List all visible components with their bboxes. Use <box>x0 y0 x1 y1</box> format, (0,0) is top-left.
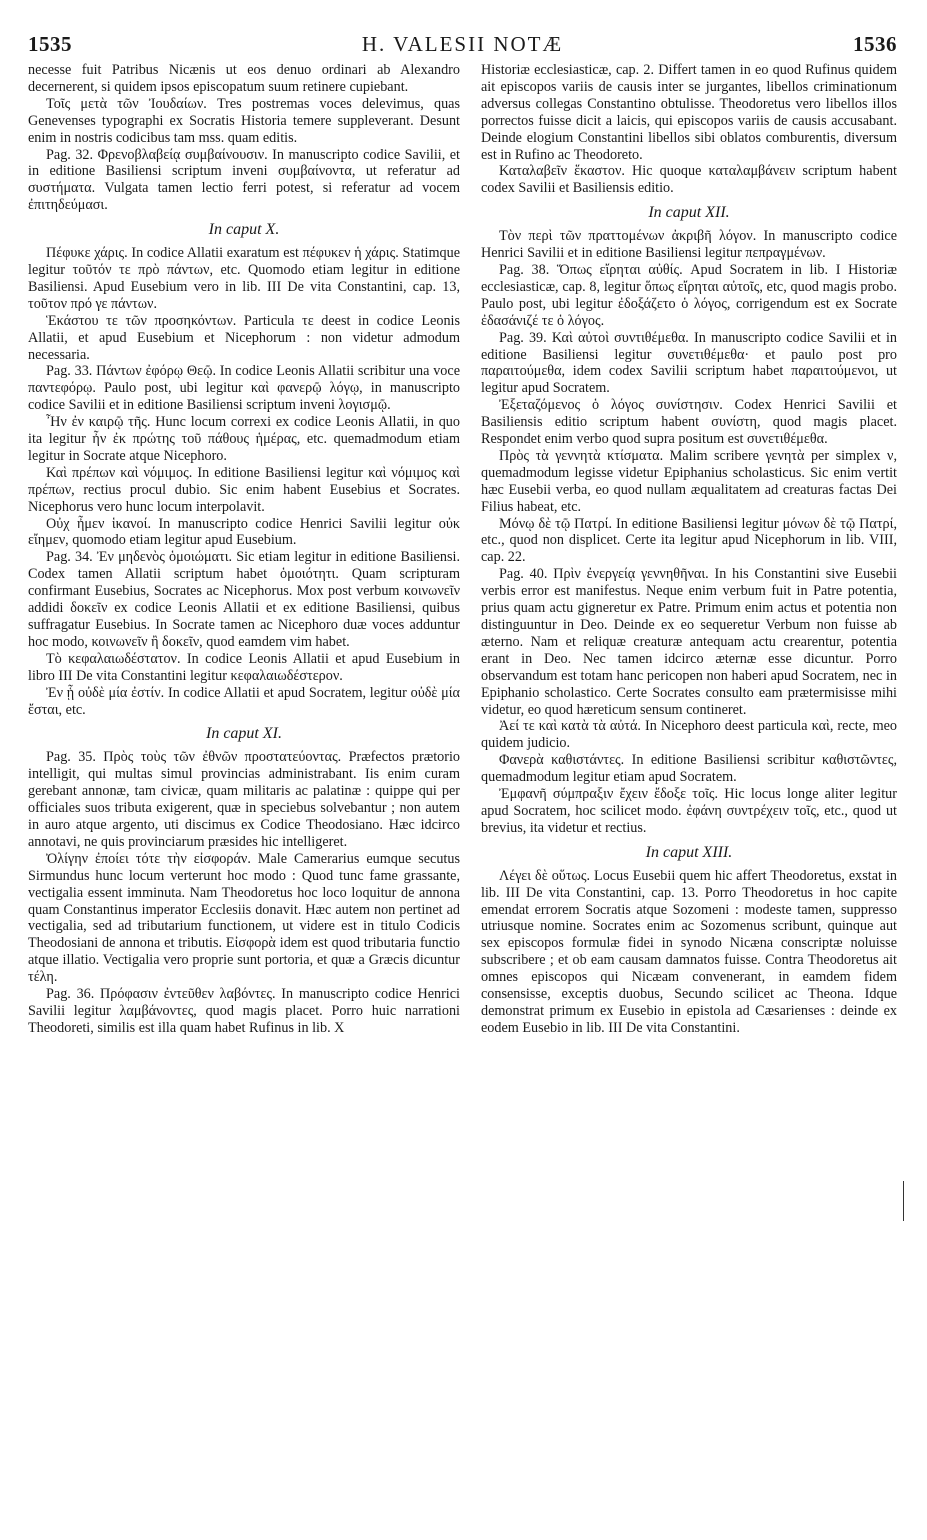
paragraph: Πρὸς τὰ γεννητὰ κτίσματα. Malim scribere γενητὰ per simplex ν, quemadmodum legisse videtur Epiphanius scholasticus. Sic enim vertit hæc Eusebii verba, eo quod nullam æqualitatem ad creaturas factas Dei Filius habeat, etc. <box>481 447 897 515</box>
paragraph: Ὀλίγην ἐποίει τότε τὴν εἰσφοράν. Male Camerarius eumque secutus Sirmundus hunc locum verterunt hoc modo : Quod tunc fame grassante, vectigalia essent imminuta. Nam Theodoretus hoc loco loquitur de annona quam Constantinus imperator Ecclesiis donavit. Hæc autem non pertinet ad vectigalia, sed ad tributarium functionem, ut videre est in titulo Codicis Theodosiani de annona et tributis. Εἰσφορὰ idem est quod tributaria functio atque illatio. Vectigalia vero proprie sunt portoria, et quæ a Græcis dicuntur τέλη. <box>28 850 460 986</box>
paragraph: Pag. 38. Ὅπως εἴρηται αὐθίς. Apud Socratem in lib. I Historiæ ecclesiasticæ, cap. 8, legitur ὅπως εἴρηται αὐτοῖς, etc, quod magis probo. Paulo post, ubi legitur ἐδοξάζετο ὁ λόγος, corrigendum est ex Socrate ἐδασάνιζέ τε ὁ λόγος. <box>481 261 897 329</box>
paragraph: Pag. 40. Πρὶν ἐνεργείᾳ γεννηθῆναι. In his Constantini sive Eusebii verbis error est manifestus. Neque enim verbum fuit in Patre potentia, prius quam actu gigneretur ex Patre. Primum enim actus et potentia non distinguuntur in Deo. Deinde ex eo sequeretur Verbum non fuisse ab æterno. Nam et reliquæ creaturæ antequam actu crearentur, potentia erant in Deo. Nec tamen idcirco æternæ esse dicuntur. Porro observandum est totam hanc pericopen non haberi apud Socratem, nec in Epiphanio scholastico. Certe Socrates consulto eam prætermisisse mihi videtur, eo quod hæreticum sensum contineret. <box>481 566 897 718</box>
paragraph: Πέφυκε χάρις. In codice Allatii exaratum est πέφυκεν ἡ χάρις. Statimque legitur τοῦτόν τε πρὸ πάντων, etc. Quomodo etiam legitur in editione Basiliensi. Apud Eusebium vero in lib. III De vita Constantini, cap. 13, τοῦτον πρό γε πάντων. <box>28 245 460 312</box>
paragraph: Pag. 35. Πρὸς τοὺς τῶν ἐθνῶν προστατεύοντας. Præfectos prætorio intelligit, qui multas simul provincias administrabant. Iis enim curam gerebant annonæ, tam civicæ, quam militaris ac palatinæ : quippe qui per officiales suos tributa exigerent, quæ in speciebus solvebantur ; non autem in auro atque argento, uti discimus ex Codice Theodosiano. Hæc idcirco annotavi, ne quis provinciarum præsides hic intelligeret. <box>28 749 460 850</box>
paragraph: Pag. 39. Καὶ αὐτοὶ συντιθέμεθα. In manuscripto codice Savilii et in editione Basiliensi legitur συνετιθέμεθα· et paulo post pro παραιτούμεθα, idem codex Savilii scriptum habet παραιτούμενοι, ut legitur apud Socratem. <box>481 329 897 397</box>
paragraph: Καὶ πρέπων καὶ νόμιμος. In editione Basiliensi legitur καὶ νόμιμος καὶ πρέπων, rectius procul dubio. Sic enim habent Eusebius et Socrates. Nicephorus vero hunc locum interpolavit. <box>28 464 460 515</box>
paragraph: Καταλαβεῖν ἕκαστον. Hic quoque καταλαμβάνειν scriptum habent codex Savilii et Basiliensis editio. <box>481 163 897 197</box>
paragraph: Ἀεί τε καὶ κατὰ τὰ αὐτά. In Nicephoro deest particula καὶ, recte, meo quidem judicio. <box>481 718 897 752</box>
paragraph: Ἐξεταζόμενος ὁ λόγος συνίστησιν. Codex Henrici Savilii et Basiliensis editio scriptum habent συνίστη, quod magis placet. Respondet enim verbo quod supra positum est συνετιθέμεθα. <box>481 397 897 448</box>
paragraph: Ἐν ᾗ οὐδὲ μία ἐστίν. In codice Allatii et apud Socratem, legitur οὐδὲ μία ἔσται, etc. <box>28 684 460 718</box>
section-heading: In caput X. <box>208 221 280 239</box>
right-page-number: 1536 <box>853 32 897 56</box>
paragraph: Pag. 33. Πάντων ἐφόρῳ Θεῷ. In codice Leonis Allatii scribitur una voce παντεφόρῳ. Paulo post, ubi legitur καὶ φανερῷ λόγῳ, in manuscripto codice Savilii et in editione Basiliensi scriptum inveni λογισμῷ. <box>28 363 460 414</box>
paragraph: Pag. 32. Φρενοβλαβείᾳ συμβαίνουσιν. In manuscripto codice Savilii, et in editione Basiliensi scriptum inveni συμβαίνοντα, ut referatur ad συστήματα. Vulgata tamen lectio ferri potest, si referatur ad vocem ἐπιτηδεύμασι. <box>28 146 460 214</box>
paragraph: Historiæ ecclesiasticæ, cap. 2. Differt tamen in eo quod Rufinus quidem ait episcopos variis de causis inter se jurgantes, libellos criminationum adversus collegas Constantino obtulisse. Theodoretus vero libellos illos porrectos fuisse dicit a laicis, qui episcopos variis de causis accusabant. Deinde elogium Constantini libellos sibi oblatos comburentis, diversum est in Rufino ac Theodoreto. <box>481 62 897 163</box>
section-heading: In caput XII. <box>648 204 730 222</box>
paragraph: Τοῖς μετὰ τῶν Ἰουδαίων. Tres postremas voces delevimus, quas Genevenses typographi ex Socratis Historia temere suppleverant. Desunt enim in nostris codicibus tam mss. quam editis. <box>28 95 460 146</box>
section-heading: In caput XIII. <box>645 843 733 861</box>
paragraph: Μόνῳ δὲ τῷ Πατρί. In editione Basiliensi legitur μόνων δὲ τῷ Πατρί, etc., quod non displicet. Certe ita legitur apud Nicephorum in lib. VIII, cap. 22. <box>481 515 897 566</box>
page-header <box>28 32 897 62</box>
margin-rule <box>903 1181 906 1221</box>
paragraph: Φανερὰ καθιστάντες. In editione Basiliensi scribitur καθιστῶντες, quemadmodum legitur etiam apud Socratem. <box>481 752 897 786</box>
paragraph: Pag. 34. Ἐν μηδενὸς ὁμοιώματι. Sic etiam legitur in editione Basiliensi. Codex tamen Allatii scriptum habet ὁμοιότητι. Quam scripturam confirmant Eusebius, Socrates ac Nicephorus. Mox post verbum κοινωνεῖν addidi δοκεῖν ex codice Leonis Allatii et ex editione Basiliensi, quibus suffragatur Eusebius. In Socrate tamen ac Nicephoro duæ voces adduntur hoc modo, κοινωνεῖν ἢ δοκεῖν, quod eamdem vim habet. <box>28 549 460 650</box>
paragraph: Ἐμφανῆ σύμπραξιν ἔχειν ἔδοξε τοῖς. Hic locus longe aliter legitur apud Socratem, hoc scilicet modo. ἐφάνη συντρέχειν τοῖς, etc., quod ut brevius, ita videtur et rectius. <box>481 786 897 836</box>
paragraph: Pag. 36. Πρόφασιν ἐντεῦθεν λαβόντες. In manuscripto codice Henrici Savilii legitur λαμβάνοντες, quod magis placet. Porro huic narrationi Theodoreti, similis est illa quam habet Rufinus in lib. X <box>28 986 460 1036</box>
paragraph: Τὸ κεφαλαιωδέστατον. In codice Leonis Allatii et apud Eusebium in libro III De vita Constantini legitur κεφαλαιωδέστερον. <box>28 650 460 684</box>
paragraph: Οὐχ ἦμεν ἱκανοί. In manuscripto codice Henrici Savilii legitur οὐκ εἴημεν, quomodo etiam legitur apud Eusebium. <box>28 515 460 549</box>
paragraph: necesse fuit Patribus Nicænis ut eos denuo ordinari ab Alexandro decernerent, si quidem ipsos episcopatum suum retinere cupiebant. <box>28 62 460 95</box>
paragraph: Ἑκάστου τε τῶν προσηκόντων. Particula τε deest in codice Leonis Allatii, et apud Eusebium et Nicephorum : non videtur admodum necessaria. <box>28 312 460 363</box>
paragraph: Τὸν περὶ τῶν πραττομένων ἀκριβῆ λόγον. In manuscripto codice Henrici Savilii et in editione Basiliensi legitur πεπραγμένων. <box>481 228 897 262</box>
left-column <box>28 62 460 1500</box>
paragraph: Λέγει δὲ οὕτως. Locus Eusebii quem hic affert Theodoretus, exstat in lib. III De vita Constantini, cap. 13. Porro Theodoretus in hoc capite emendat errorem Socratis atque Sozomeni : modeste tamen, suppresso utriusque nomine. Socrates enim ac Sozomenus scribunt, quinque aut sex episcopos formulæ fidei in synodo Nicæna conscriptæ noluisse subscribere ; et ob eam causam damnatos fuisse. Contra Theodoretus ait omnes episcopos qui Nicæam convenerant, in eamdem fidem consensisse, exceptis duobus, Secundo scilicet ac Theona. Idque demonstrat primum ex Eusebio in epistola ad Cæsarienses : deinde ex eodem Eusebio in lib. III De vita Constantini. <box>481 867 897 1036</box>
right-column <box>481 62 897 1500</box>
section-heading: In caput XI. <box>206 725 282 743</box>
paragraph: Ἦν ἐν καιρῷ τῆς. Hunc locum correxi ex codice Leonis Allatii, in quo ita legitur ἦν ἐκ πρώτης τοῦ πάθους ἡμέρας, etc. quemadmodum etiam legitur in Socrate atque Nicephoro. <box>28 414 460 464</box>
running-title: H. VALESII NOTÆ <box>361 32 564 56</box>
left-page-number: 1535 <box>28 32 72 56</box>
